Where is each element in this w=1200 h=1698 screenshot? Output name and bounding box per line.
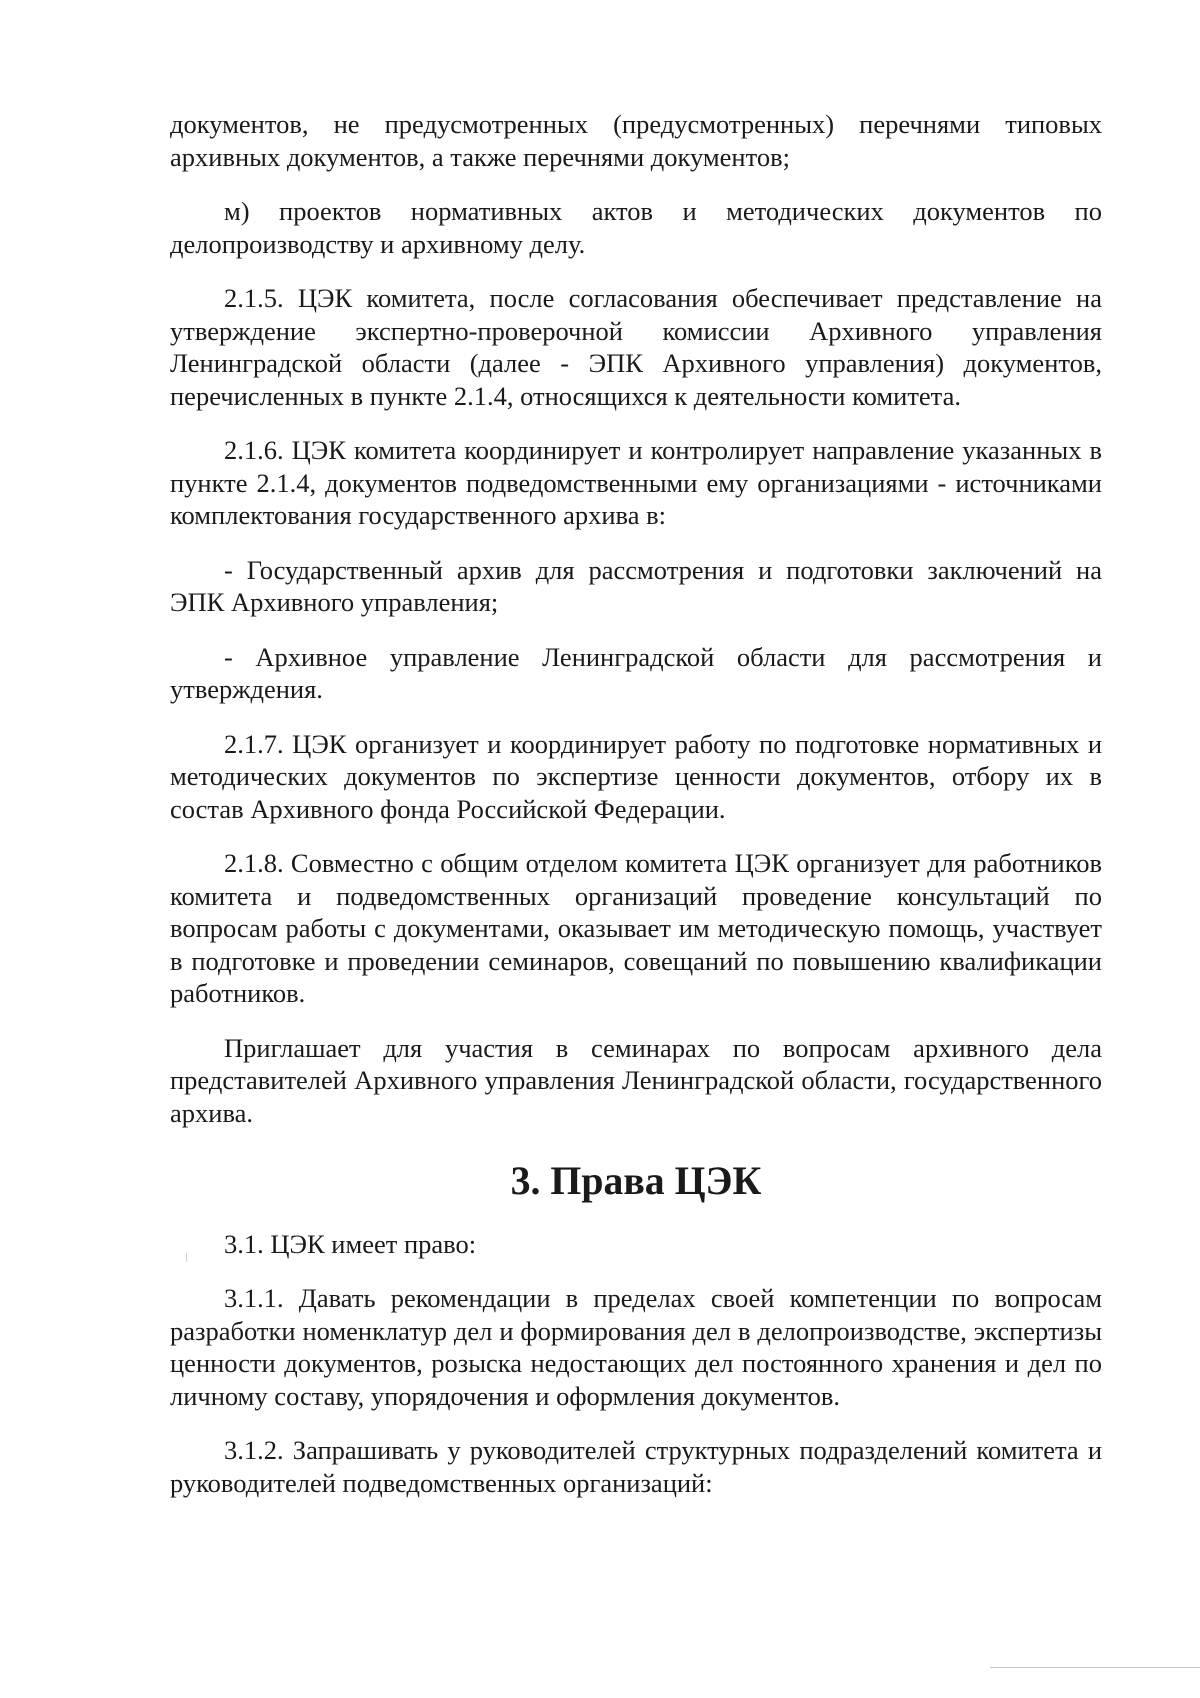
paragraph-3-1-1: 3.1.1. Давать рекомендации в пределах своей компетенции по вопросам разработки номенклатур дел и формирования дел в делопроизводстве, экспертизы ценности документов, розыска недостающих дел постоянного хранения и дел по личному составу, упорядочения и оформления документов.: [170, 1283, 1102, 1411]
scan-edge-line: [990, 1667, 1200, 1668]
section-heading: 3. Права ЦЭК: [510, 1159, 762, 1203]
paragraph-2-1-8: 2.1.8. Совместно с общим отделом комитета ЦЭК организует для работников комитета и подведомственных организаций проведение консультаций по вопросам работы с документами, оказывает им методическую помощь, участвует в подготовке и проведении семинаров, совещаний по повышению квалификации работников.: [170, 848, 1102, 1008]
paragraph-item-m: м) проектов нормативных актов и методических документов по делопроизводству и архивному делу.: [170, 196, 1102, 259]
paragraph-2-1-5: 2.1.5. ЦЭК комитета, после согласования обеспечивает представление на утверждение экспертно-проверочной комиссии Архивного управления Ленинградской области (далее - ЭПК Архивного управления) документов, перечисленных в пункте 2.1.4, относящихся к деятельности комитета.: [170, 283, 1102, 411]
paragraph-continuation: документов, не предусмотренных (предусмотренных) перечнями типовых архивных документов, а также перечнями документов;: [170, 109, 1102, 172]
paragraph-3-1: 3.1. ЦЭК имеет право:: [224, 1228, 477, 1259]
paragraph-2-1-7: 2.1.7. ЦЭК организует и координирует работу по подготовке нормативных и методических документов по экспертизе ценности документов, отбору их в состав Архивного фонда Российской Федерации.: [170, 728, 1102, 824]
paragraph-invitation: Приглашает для участия в семинарах по вопросам архивного дела представителей Архивного управления Ленинградской области, государственного архива.: [170, 1032, 1102, 1128]
scan-speck: [186, 1253, 187, 1262]
paragraph-3-1-2: 3.1.2. Запрашивать у руководителей структурных подразделений комитета и руководителей подведомственных организаций:: [170, 1435, 1102, 1498]
paragraph-state-archive: - Государственный архив для рассмотрения и подготовки заключений на ЭПК Архивного управления;: [170, 554, 1102, 617]
paragraph-2-1-6: 2.1.6. ЦЭК комитета координирует и контролирует направление указанных в пункте 2.1.4, документов подведомственными ему организациями - источниками комплектования государственного архива в:: [170, 435, 1102, 530]
paragraph-archive-department: - Архивное управление Ленинградской области для рассмотрения и утверждения.: [170, 641, 1102, 704]
